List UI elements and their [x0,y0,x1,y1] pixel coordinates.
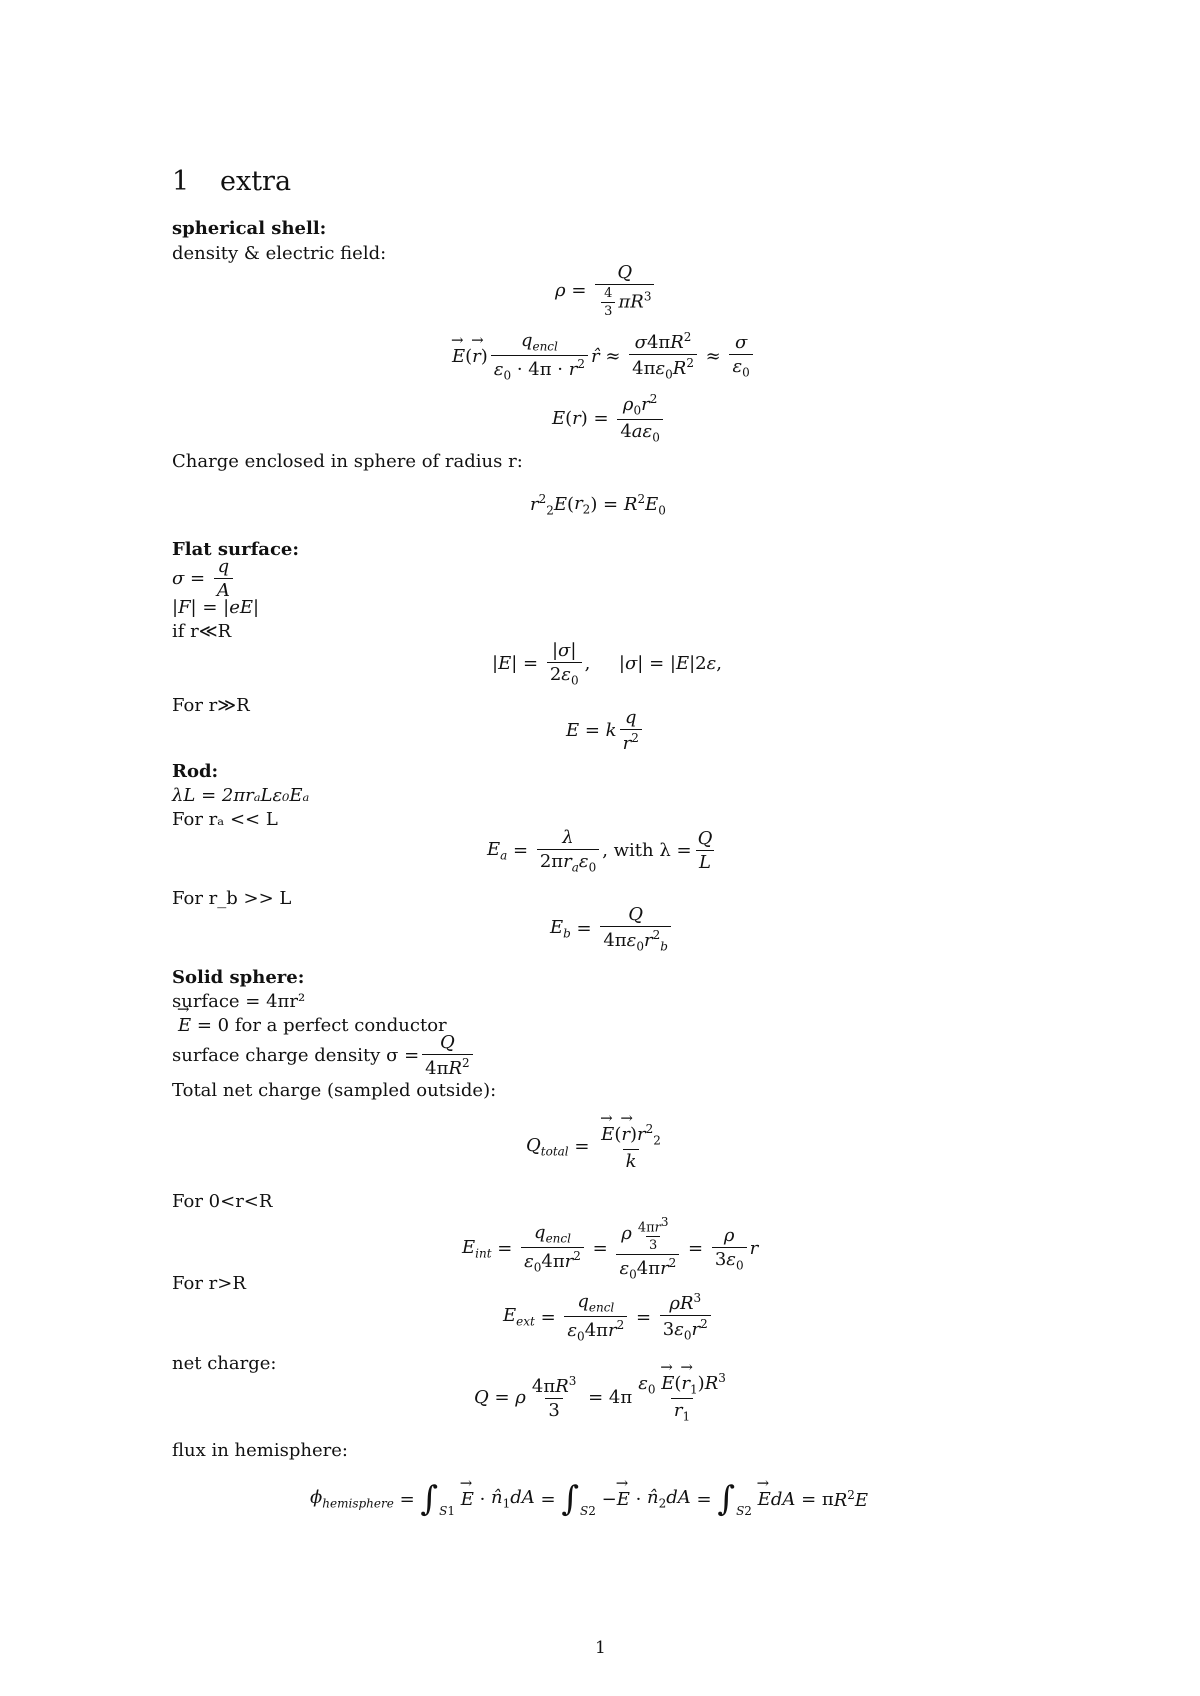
rod-near-field-equation: $E_a$ = $\frac{\lambda}{2\pi r_a\varepsilon_0}$ , with λ = $\frac{Q}{L}$ [487,827,713,875]
rod-condition-long: For r_b >> L [172,888,292,909]
force-equation: |F| = |eE| [172,597,260,618]
shell-field-equation: → E ( → r ) $\frac{q_{encl}}{\varepsilon_0 \cdot 4\pi \cdot r^2}$ r̂ ≈ $\frac{\sigma 4\pi R^2}{4\pi\varepsilon_0R^2}$ ≈ $\frac{\sigma}{\varepsilon_0}$ [452,330,756,382]
rod-far-field-equation: $E_b$ = $\frac{Q}{4\pi\varepsilon_0r^2_b}$ [550,904,674,954]
flat-field-equation: | E | = $\frac{|\sigma|}{2\varepsilon_0}$ , | σ | = | E |2 ε , [492,640,723,688]
section-heading [172,166,291,197]
rod-gauss-equation: λL = 2πrₐLε₀Eₐ [172,785,310,806]
surface-area-text: surface = 4πr² [172,991,306,1012]
flat-surface-heading: Flat surface: [172,539,300,560]
conductor-text: = 0 for a perfect conductor [196,1015,447,1036]
radial-field-equation: E ( r ) = $\frac{\rho_0r^2}{4a\varepsilon_0}$ [552,392,666,444]
exterior-field-equation: $E_{ext}$ = $\frac{q_{encl}}{\varepsilon_04\pi r^2}$ = $\frac{\rho R^3}{3\varepsilon_0r^2}$ [503,1291,714,1343]
solid-sphere-heading: Solid sphere: [172,967,305,988]
enclosed-charge-equation: $r^2_2E$ ( $r_2$ ) = $R^2E_0$ [530,492,666,518]
flat-sigma-equation: σ = $\frac{q}{A}$ [172,556,236,601]
flux-text: flux in hemisphere: [172,1440,348,1461]
page-number: 1 [595,1638,606,1658]
rod-heading: Rod: [172,761,219,782]
density-equation: ρ = Q $\frac{4}{3}$ $\pi R^3$ [555,262,657,319]
inside-condition: For 0<r<R [172,1191,273,1212]
total-net-charge-text: Total net charge (sampled outside): [172,1080,497,1101]
surface-charge-density-text: surface charge density σ = [172,1045,420,1066]
with-lambda-text: , with λ = [602,840,692,862]
rod-condition-short: For rₐ << L [172,809,278,830]
section-title: extra [220,166,292,197]
interior-field-equation: $E_{int}$ = $\frac{q_{encl}}{\varepsilon_04\pi r^2}$ = ρ $\frac{4\pi r^3}{3}$ $\varepsilon_04\pi r^2$ = $\frac{\rho}{3\varepsilon_0}$ r [462,1215,759,1282]
shell-subheading: density & electric field: [172,243,387,264]
hemisphere-flux-equation: $\phi_{hemisphere}$ = ∫ $_{S1}$ → E · $n̂_1dA$ = ∫ $_{S2}$ − → E · $n̂_2dA$ = ∫ $_{S2}$ → E dA = π $R^2E$ [310,1480,868,1518]
shell-heading: spherical shell: [172,218,327,239]
conductor-line: → E = 0 for a perfect conductor [178,1015,447,1036]
outside-condition: For r>R [172,1273,246,1294]
near-surface-condition: if r≪R [172,621,232,642]
surface-charge-density-line: surface charge density σ = $\frac{Q}{4\pi R^2}$ [172,1032,476,1079]
far-surface-condition: For r≫R [172,695,250,716]
total-charge-equation: $Q_{total}$ = → $\frac{E(\to r)r^2_2}{k}$ [526,1122,667,1172]
point-field-equation: E = k $\frac{q}{r^2}$ [566,707,645,754]
net-charge-equation: Q = ρ $\frac{4\pi R^3}{3}$ = 4π $\frac{\varepsilon_0 \to E(\to r_1)R^3}{r_1}$ [474,1371,732,1423]
section-number: 1 [172,166,190,197]
net-charge-text: net charge: [172,1353,277,1374]
charge-enclosed-text: Charge enclosed in sphere of radius r: [172,451,523,472]
